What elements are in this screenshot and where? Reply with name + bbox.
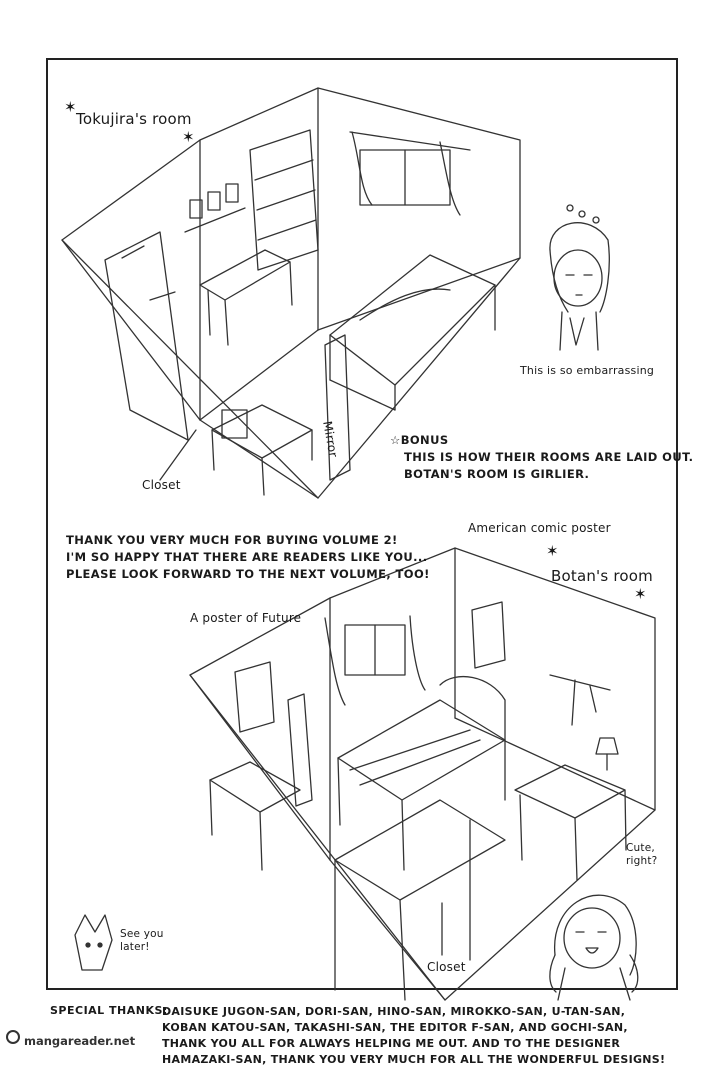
special-thanks-text <box>162 1004 665 1068</box>
embarrassed-comment: This is so embarrassing <box>520 364 655 377</box>
message-line-2: I'M SO HAPPY THAT THERE ARE READERS LIKE YOU... <box>66 550 428 564</box>
cute-bubble-line-1: Cute, <box>626 842 655 854</box>
star-icon: ✶ <box>634 585 647 603</box>
see-you-bubble <box>120 928 164 954</box>
embarrassed-girl-sketch <box>550 205 609 350</box>
message-line-1: THANK YOU VERY MUCH FOR BUYING VOLUME 2! <box>66 533 398 547</box>
botan-closet-label: Closet <box>427 960 466 974</box>
special-thanks-line-1: DAISUKE JUGON-SAN, DORI-SAN, HINO-SAN, MIROKKO-SAN, U-TAN-SAN, <box>162 1005 626 1018</box>
special-thanks-label: SPECIAL THANKS: <box>50 1004 168 1017</box>
see-you-line-2: later! <box>120 941 150 953</box>
bonus-heading: ☆BONUS <box>390 433 449 447</box>
special-thanks-line-2: KOBAN KATOU-SAN, TAKASHI-SAN, THE EDITOR F-SAN, AND GOCHI-SAN, <box>162 1021 628 1034</box>
special-thanks-line-4: HAMAZAKI-SAN, THANK YOU VERY MUCH FOR ALL THE WONDERFUL DESIGNS! <box>162 1053 666 1066</box>
happy-girl-sketch <box>550 895 638 1000</box>
bonus-line-1: THIS IS HOW THEIR ROOMS ARE LAID OUT. <box>404 450 694 464</box>
creature-sketch <box>75 915 112 970</box>
see-you-line-1: See you <box>120 928 164 940</box>
watermark-logo-icon <box>6 1030 20 1044</box>
watermark[interactable]: mangareader.net <box>24 1034 136 1048</box>
botan-room-title: Botan's room <box>551 567 653 585</box>
star-icon: ✶ <box>182 128 195 146</box>
future-poster-label: A poster of Future <box>190 611 302 625</box>
cute-bubble <box>626 842 657 868</box>
tokujira-closet-label: Closet <box>142 478 181 492</box>
tokujira-room-drawing <box>62 88 520 498</box>
star-icon: ✶ <box>64 98 77 116</box>
bonus-line-2: BOTAN'S ROOM IS GIRLIER. <box>404 467 590 481</box>
special-thanks-line-3: THANK YOU ALL FOR ALWAYS HELPING ME OUT. AND TO THE DESIGNER <box>162 1037 621 1050</box>
american-poster-label: American comic poster <box>468 521 611 535</box>
tokujira-room-title: Tokujira's room <box>76 110 192 128</box>
cute-bubble-line-2: right? <box>626 855 658 867</box>
message-line-3: PLEASE LOOK FORWARD TO THE NEXT VOLUME, TOO! <box>66 567 430 581</box>
mirror-label: Mirror <box>320 420 341 459</box>
star-icon: ✶ <box>546 542 559 560</box>
